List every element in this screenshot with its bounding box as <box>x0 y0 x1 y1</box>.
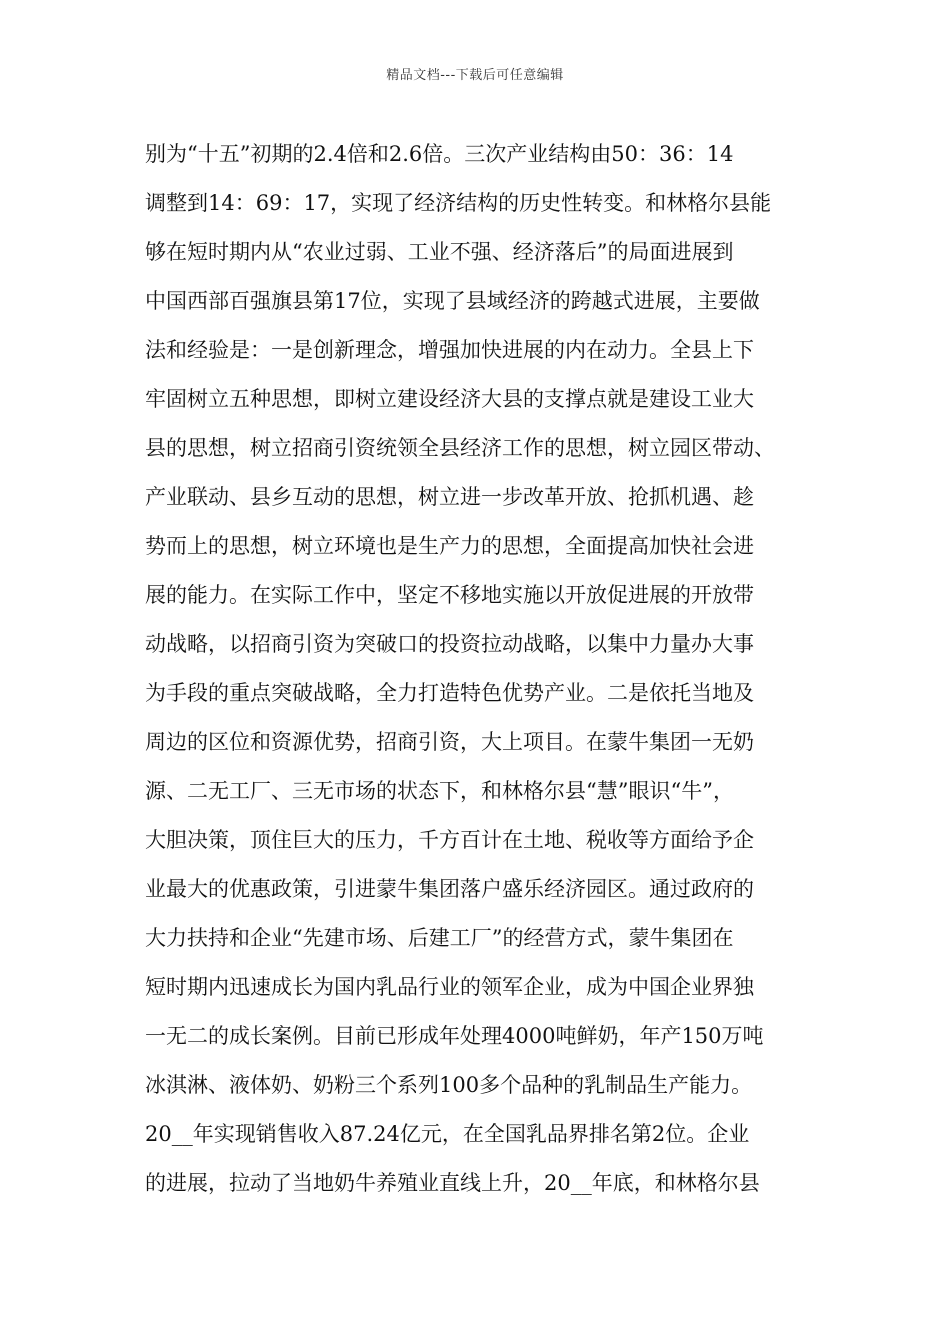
text-line: 业最大的优惠政策，引进蒙牛集团落户盛乐经济园区。通过政府的 <box>145 877 754 901</box>
text-line: 的进展，拉动了当地奶牛养殖业直线上升，20__年底，和林格尔县 <box>145 1171 760 1195</box>
text-line: 大力扶持和企业“先建市场、后建工厂”的经营方式，蒙牛集团在 <box>145 926 734 950</box>
text-line: 够在短时期内从“农业过弱、工业不强、经济落后”的局面进展到 <box>145 240 734 264</box>
text-line: 势而上的思想，树立环境也是生产力的思想，全面提高加快社会进 <box>145 534 754 558</box>
body-text <box>145 130 835 1208</box>
page-header: 精品文档---下载后可任意编辑 <box>386 68 564 83</box>
text-line: 调整到14：69：17，实现了经济结构的历史性转变。和林格尔县能 <box>145 191 772 215</box>
text-line: 一无二的成长案例。目前已形成年处理4000吨鲜奶，年产150万吨 <box>145 1024 764 1048</box>
text-line: 20__年实现销售收入87.24亿元，在全国乳品界排名第2位。企业 <box>145 1122 750 1146</box>
text-line: 牢固树立五种思想，即树立建设经济大县的支撑点就是建设工业大 <box>145 387 754 411</box>
text-line: 短时期内迅速成长为国内乳品行业的领军企业，成为中国企业界独 <box>145 975 754 999</box>
text-line: 中国西部百强旗县第17位，实现了县域经济的跨越式进展，主要做 <box>145 289 760 313</box>
text-line: 县的思想，树立招商引资统领全县经济工作的思想，树立园区带动、 <box>145 436 775 460</box>
text-line: 周边的区位和资源优势，招商引资，大上项目。在蒙牛集团一无奶 <box>145 730 754 754</box>
text-line: 为手段的重点突破战略，全力打造特色优势产业。二是依托当地及 <box>145 681 754 705</box>
text-line: 大胆决策，顶住巨大的压力，千方百计在土地、税收等方面给予企 <box>145 828 754 852</box>
text-line: 展的能力。在实际工作中，坚定不移地实施以开放促进展的开放带 <box>145 583 754 607</box>
text-line: 源、二无工厂、三无市场的状态下，和林格尔县“慧”眼识“牛”， <box>145 779 734 803</box>
text-line: 动战略，以招商引资为突破口的投资拉动战略，以集中力量办大事 <box>145 632 754 656</box>
text-line: 别为“十五”初期的2.4倍和2.6倍。三次产业结构由50：36：14 <box>145 142 734 166</box>
text-line: 冰淇淋、液体奶、奶粉三个系列100多个品种的乳制品生产能力。 <box>145 1073 753 1097</box>
text-line: 产业联动、县乡互动的思想，树立进一步改革开放、抢抓机遇、趁 <box>145 485 754 509</box>
text-line: 法和经验是：一是创新理念，增强加快进展的内在动力。全县上下 <box>145 338 754 362</box>
